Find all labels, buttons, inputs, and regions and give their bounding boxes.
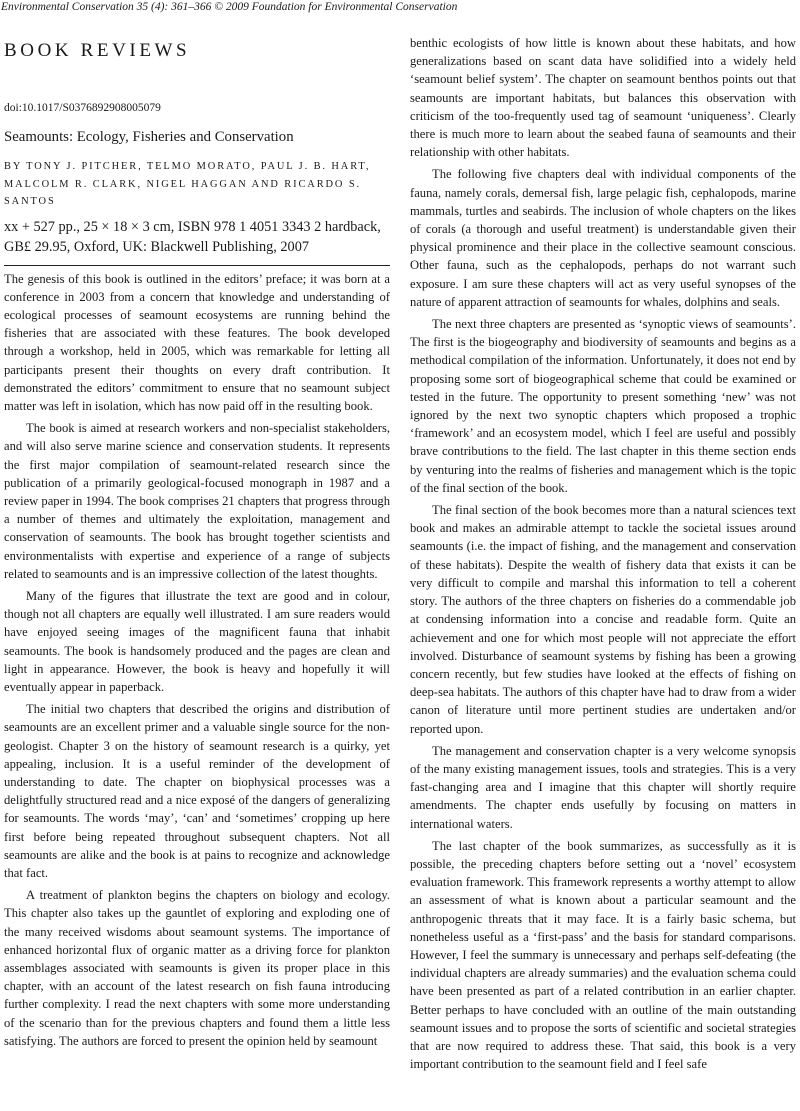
section-heading: BOOK REVIEWS (4, 40, 191, 61)
paragraph: The genesis of this book is outlined in the editors’ preface; it was born at a conference in 2003 from a concern that knowledge and understanding of ecological processes of seamount ecosystems are running behind the fisheries that are associated with these features. The book developed through a workshop, held in 2005, which was remarkable for letting all participants present their thoughts on every draft contribution. It demonstrated the editors’ commitment to ensure that no seamount subject matter was left in isolation, which has now paid off in the resulting book. (4, 271, 390, 413)
paragraph: The management and conservation chapter is a very welcome synopsis of the many existing management issues, tools and strategies. This is a very fast-changing area and I imagine that this chapter will shortly require amendments. The chapter ends usefully by focusing on matters in international waters. (410, 743, 796, 831)
left-column (4, 40, 390, 1111)
doi: doi:10.1017/S0376892908005079 (4, 102, 161, 114)
book-authors: BY TONY J. PITCHER, TELMO MORATO, PAUL J. B. HART, MALCOLM R. CLARK, NIGEL HAGGAN AND RICARDO S. SANTOS (4, 161, 371, 207)
paragraph: A treatment of plankton begins the chapters on biology and ecology. This chapter also takes up the gauntlet of exploring and exploding one of the many received wisdoms about seamount systems. The importance of enhanced horizontal flux of organic matter as a driving force for plankton assemblages associated with seamounts is given its proper place in this chapter, with an account of the latest research on fish fauna introducing further complexity. I read the next chapters with some more understanding of the scenario than for the previous chapters and found them a little less satisfying. The authors are forced to present the opinion held by seamount (4, 888, 390, 1048)
paragraph: benthic ecologists of how little is known about these habitats, and how generalizations based on scant data have solidified into a widely held ‘seamount belief system’. The chapter on seamount benthos points out that seamounts are important habitats, but balances this observation with criticism of the too-frequently used tag of seamount ‘uniqueness’. Clearly there is much more to learn about the seabed fauna of seamounts and their relationship with other habitats. (410, 36, 796, 160)
running-header: Environmental Conservation 35 (4): 361–366 © 2009 Foundation for Environmental Conservation (1, 1, 458, 13)
paragraph: The next three chapters are presented as ‘synoptic views of seamounts’. The first is the biogeography and biodiversity of seamounts and begins as a methodical compilation of the information. Unfortunately, it does not end by proposing some sort of biogeographical scheme that could be examined or tested in the future. The opportunity to present something ‘new’ was not ignored by the next two synoptic chapters which proposed a trophic ‘framework’ and an ecosystem model, which I feel are useful and possibly brave contributions to the field. The last chapter in this theme section ends by venturing into the realms of fisheries and management which is the topic of the final section of the book. (410, 317, 796, 495)
publication-info: xx + 527 pp., 25 × 18 × 3 cm, ISBN 978 1 4051 3343 2 hardback, GB£ 29.95, Oxford, UK: Blackwell Publishing, 2007 (4, 218, 381, 255)
book-title: Seamounts: Ecology, Fisheries and Conservation (4, 129, 294, 145)
right-column (410, 34, 796, 1105)
divider (4, 265, 390, 266)
paragraph: The book is aimed at research workers and non-specialist stakeholders, and will also serve marine science and conservation students. It represents the first major compilation of seamount-related research since the publication of a primarily geological-focused monograph in 1987 and a review paper in 1994. The book comprises 21 chapters that progress through a number of themes and ultimately the exploitation, management and conservation of seamounts. The book has brought together scientists and environmentalists with expertise and experience of a range of subjects related to seamounts and is an impressive collection of the latest thoughts. (4, 421, 390, 581)
paragraph: The last chapter of the book summarizes, as successfully as it is possible, the preceding chapters before setting out a ‘novel’ ecosystem evaluation framework. This framework represents a worthy attempt to allow an assessment of what is known about a particular seamount and the anthropogenic threats that it may face. It is a fairly basic schema, but nonetheless useful as a ‘first-pass’ and the basis for standard comparisons. However, I feel the summary is unnecessary and perhaps self-defeating (the individual chapters are already summaries) and the evaluation schema could have been presented as part of a related contribution in an earlier chapter. Better perhaps to have concluded with an outline of the main outstanding seamount issues and to propose the sorts of scientific and societal strategies that are now required to address these. That said, this book is a very important contribution to the seamount field and I feel safe (410, 838, 796, 1072)
paragraph: The initial two chapters that described the origins and distribution of seamounts are an excellent primer and a valuable single source for the non-geologist. Chapter 3 on the history of seamount research is a quirky, yet appealing, inclusion. It is a useful reminder of the development of understanding to date. The chapter on biophysical processes was a delightfully structured read and a nice exposé of the dangers of generalizing for seamounts. The words ‘may’, ‘can’ and ‘sometimes’ cropping up here first before being repeated throughout subsequent chapters. Not all seamounts are alike and the book is at pains to recognize and acknowledge that fact. (4, 702, 390, 880)
paragraph: The final section of the book becomes more than a natural sciences text book and makes an admirable attempt to tackle the societal issues around seamounts (i.e. the impact of fishing, and the management and conservation of these habitats). Despite the wealth of fishery data that exists it can be very difficult to compile and marshal this information to tell a coherent story. The authors of the three chapters on fisheries do a commendable job at condensing information into a concise and readable form. Quite an achievement and one for which most people will not appreciate the effort involved. Disturbance of seamount systems by fishing has been a growing concern recently, but few studies have looked at the effects of fishing on deep-sea habitats. The authors of this chapter have had to draw from a wider canon of literature until more pertinent studies are undertaken and/or reported upon. (410, 503, 796, 736)
paragraph: The following five chapters deal with individual components of the fauna, namely corals, demersal fish, large pelagic fish, cephalopods, marine mammals, turtles and seabirds. The inclusion of whole chapters on the likes of corals (a thorough and useful treatment) is understandable given their physical prominence and their place in the collective seamount conscious. Other fauna, such as the cephalopods, perhaps do not warrant such exposure. I am sure these chapters will act as very useful synopses of the nature of apparent attraction of seamounts for whales, dolphins and seals. (410, 167, 796, 309)
paragraph: Many of the figures that illustrate the text are good and in colour, though not all chapters are equally well illustrated. I am sure readers would have enjoyed seeing images of the magnificent fauna that inhabit seamounts. The book is handsomely produced and the pages are clean and light in appearance. However, the book is heavy and hopefully it will eventually appear in paperback. (4, 588, 390, 694)
